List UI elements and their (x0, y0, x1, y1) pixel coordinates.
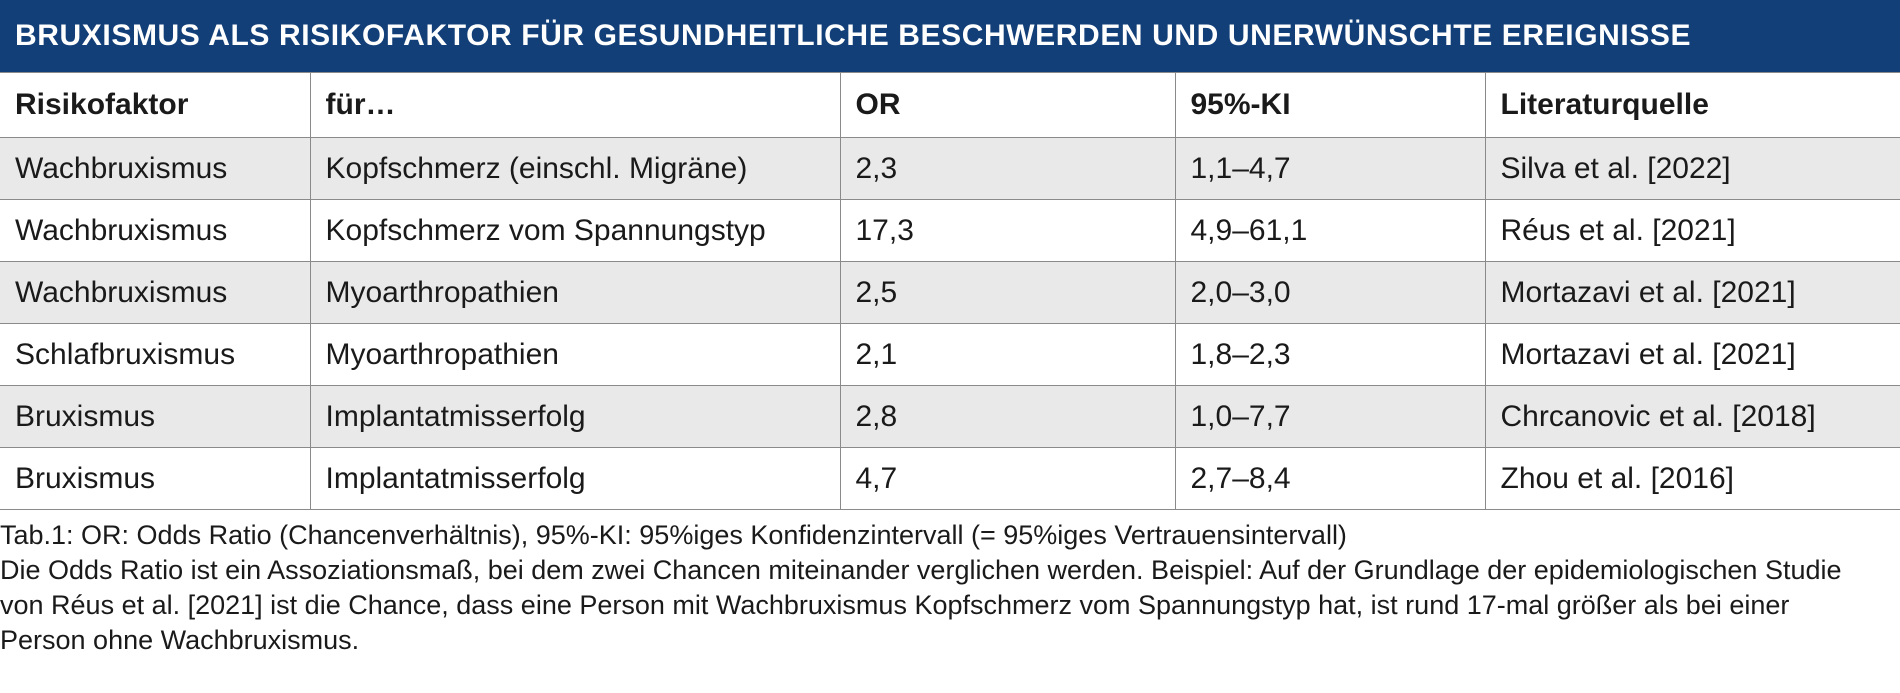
header-risikofaktor: Risikofaktor (0, 73, 310, 138)
cell-fuer: Myoarthropathien (310, 262, 840, 324)
cell-literaturquelle: Chrcanovic et al. [2018] (1485, 386, 1900, 448)
cell-literaturquelle: Réus et al. [2021] (1485, 200, 1900, 262)
cell-ki: 4,9–61,1 (1175, 200, 1485, 262)
header-fuer: für… (310, 73, 840, 138)
cell-or: 2,5 (840, 262, 1175, 324)
cell-risikofaktor: Wachbruxismus (0, 262, 310, 324)
caption-explanation: Die Odds Ratio ist ein Assoziationsmaß, bei dem zwei Chancen miteinander verglichen werden. Beispiel: Auf der Grundlage der epidemiologischen Studie von Réus et al. [2021] ist die Chance, dass eine Person mit Wachbruxismus Kopfschmerz vom Spannungstyp hat, ist rund 17-mal größer als bei einer Person ohne Wachbruxismus. (0, 555, 1842, 655)
cell-ki: 2,0–3,0 (1175, 262, 1485, 324)
cell-risikofaktor: Wachbruxismus (0, 138, 310, 200)
cell-ki: 1,0–7,7 (1175, 386, 1485, 448)
cell-ki: 1,8–2,3 (1175, 324, 1485, 386)
risk-factor-table (0, 72, 1900, 510)
table-row (0, 262, 1900, 324)
cell-risikofaktor: Wachbruxismus (0, 200, 310, 262)
cell-literaturquelle: Mortazavi et al. [2021] (1485, 324, 1900, 386)
cell-literaturquelle: Silva et al. [2022] (1485, 138, 1900, 200)
cell-fuer: Myoarthropathien (310, 324, 840, 386)
cell-fuer: Kopfschmerz vom Spannungstyp (310, 200, 840, 262)
header-or: OR (840, 73, 1175, 138)
cell-or: 2,3 (840, 138, 1175, 200)
cell-risikofaktor: Schlafbruxismus (0, 324, 310, 386)
header-ki: 95%-KI (1175, 73, 1485, 138)
table-row (0, 324, 1900, 386)
caption-legend: Tab.1: OR: Odds Ratio (Chancenverhältnis), 95%-KI: 95%iges Konfidenzintervall (= 95%iges Vertrauensintervall) (0, 520, 1347, 550)
table-header-row (0, 73, 1900, 138)
cell-ki: 1,1–4,7 (1175, 138, 1485, 200)
table-row (0, 448, 1900, 510)
table-row (0, 386, 1900, 448)
cell-literaturquelle: Zhou et al. [2016] (1485, 448, 1900, 510)
table-caption (0, 518, 1880, 658)
cell-fuer: Implantatmisserfolg (310, 386, 840, 448)
cell-risikofaktor: Bruxismus (0, 386, 310, 448)
table-title: BRUXISMUS ALS RISIKOFAKTOR FÜR GESUNDHEITLICHE BESCHWERDEN UND UNERWÜNSCHTE EREIGNISSE (0, 0, 1900, 72)
header-literaturquelle: Literaturquelle (1485, 73, 1900, 138)
cell-or: 2,1 (840, 324, 1175, 386)
cell-fuer: Kopfschmerz (einschl. Migräne) (310, 138, 840, 200)
cell-or: 2,8 (840, 386, 1175, 448)
cell-risikofaktor: Bruxismus (0, 448, 310, 510)
cell-fuer: Implantatmisserfolg (310, 448, 840, 510)
table-row (0, 200, 1900, 262)
table-row (0, 138, 1900, 200)
cell-or: 17,3 (840, 200, 1175, 262)
cell-or: 4,7 (840, 448, 1175, 510)
cell-literaturquelle: Mortazavi et al. [2021] (1485, 262, 1900, 324)
cell-ki: 2,7–8,4 (1175, 448, 1485, 510)
